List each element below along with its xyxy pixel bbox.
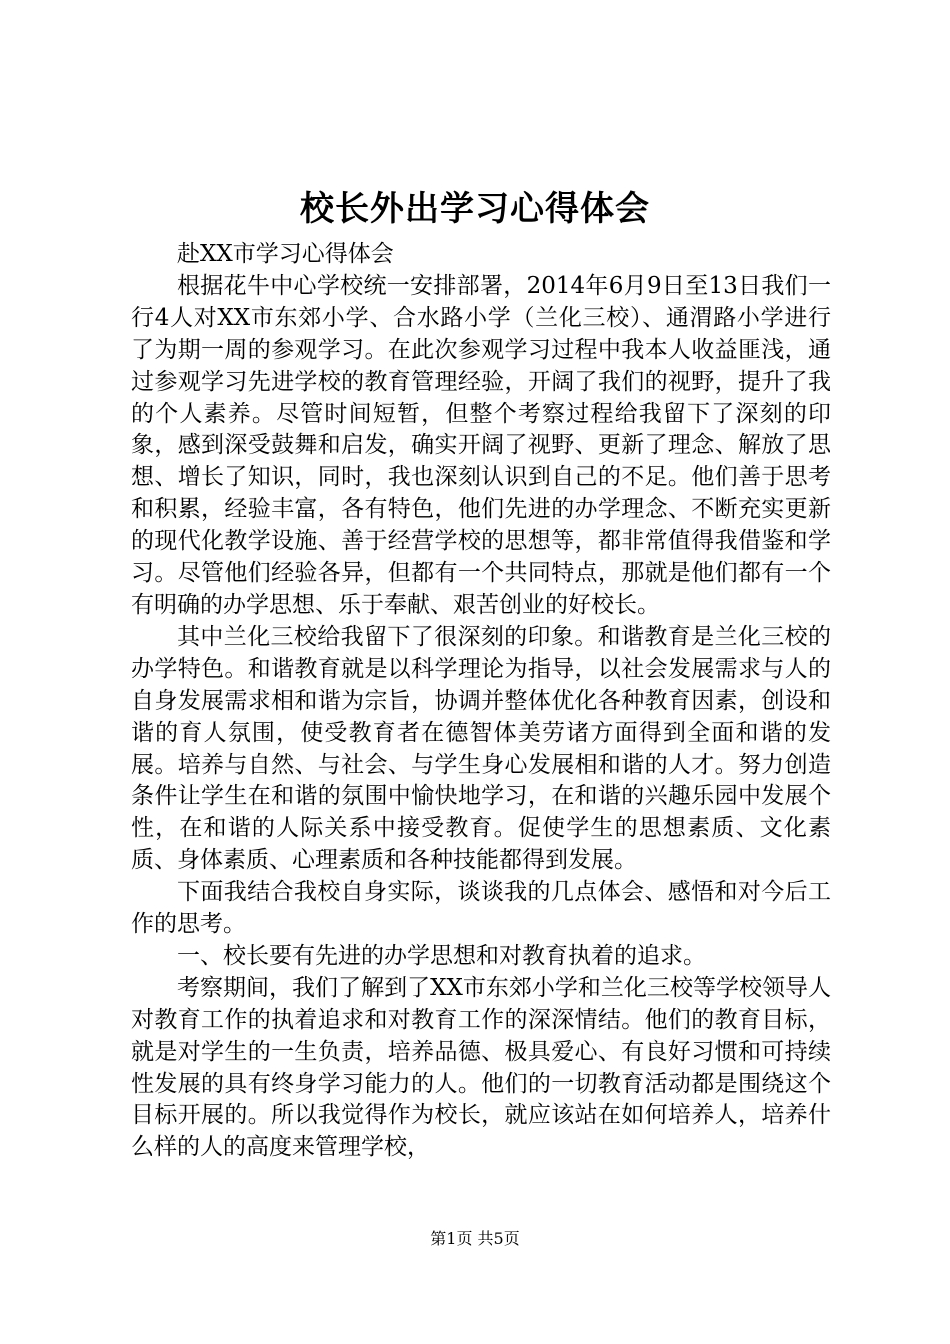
- body-paragraph: 下面我结合我校自身实际，谈谈我的几点体会、感悟和对今后工作的思考。: [131, 879, 831, 938]
- body-paragraph: 考察期间，我们了解到了XX市东郊小学和兰化三校等学校领导人对教育工作的执着追求和对教育工作的深深情结。他们的教育目标，就是对学生的一生负责，培养品德、极具爱心、有良好习惯和可持续性发展的具有终身学习能力的人。他们的一切教育活动都是围绕这个目标开展的。所以我觉得作为校长，就应该站在如何培养人，培养什么样的人的高度来管理学校，: [131, 974, 831, 1161]
- document-title: 校长外出学习心得体会: [300, 189, 650, 229]
- section-heading: 一、校长要有先进的办学思想和对教育执着的追求。: [177, 942, 706, 969]
- body-paragraph: 其中兰化三校给我留下了很深刻的印象。和谐教育是兰化三校的办学特色。和谐教育就是以科学理论为指导，以社会发展需求与人的自身发展需求相和谐为宗旨，协调并整体优化各种教育因素，创设和谐的育人氛围，使受教育者在德智体美劳诸方面得到全面和谐的发展。培养与自然、与社会、与学生身心发展相和谐的人才。努力创造条件让学生在和谐的氛围中愉快地学习，在和谐的兴趣乐园中发展个性，在和谐的人际关系中接受教育。促使学生的思想素质、文化素质、身体素质、心理素质和各种技能都得到发展。: [131, 623, 831, 874]
- subtitle-paragraph: 赴XX市学习心得体会: [177, 241, 394, 267]
- document-body: [131, 239, 831, 1164]
- page-number-footer: 第1页 共5页: [430, 1229, 520, 1248]
- body-paragraph: 根据花牛中心学校统一安排部署，2014年6月9日至13日我们一行4人对XX市东郊小学、合水路小学（兰化三校）、通渭路小学进行了为期一周的参观学习。在此次参观学习过程中我本人收益匪浅，通过参观学习先进学校的教育管理经验，开阔了我们的视野，提升了我的个人素养。尽管时间短暂，但整个考察过程给我留下了深刻的印象，感到深受鼓舞和启发，确实开阔了视野、更新了理念、解放了思想、增长了知识，同时，我也深刻认识到自己的不足。他们善于思考和积累，经验丰富，各有特色，他们先进的办学理念、不断充实更新的现代化教学设施、善于经营学校的思想等，都非常值得我借鉴和学习。尽管他们经验各异，但都有一个共同特点，那就是他们都有一个有明确的办学思想、乐于奉献、艰苦创业的好校长。: [131, 272, 831, 618]
